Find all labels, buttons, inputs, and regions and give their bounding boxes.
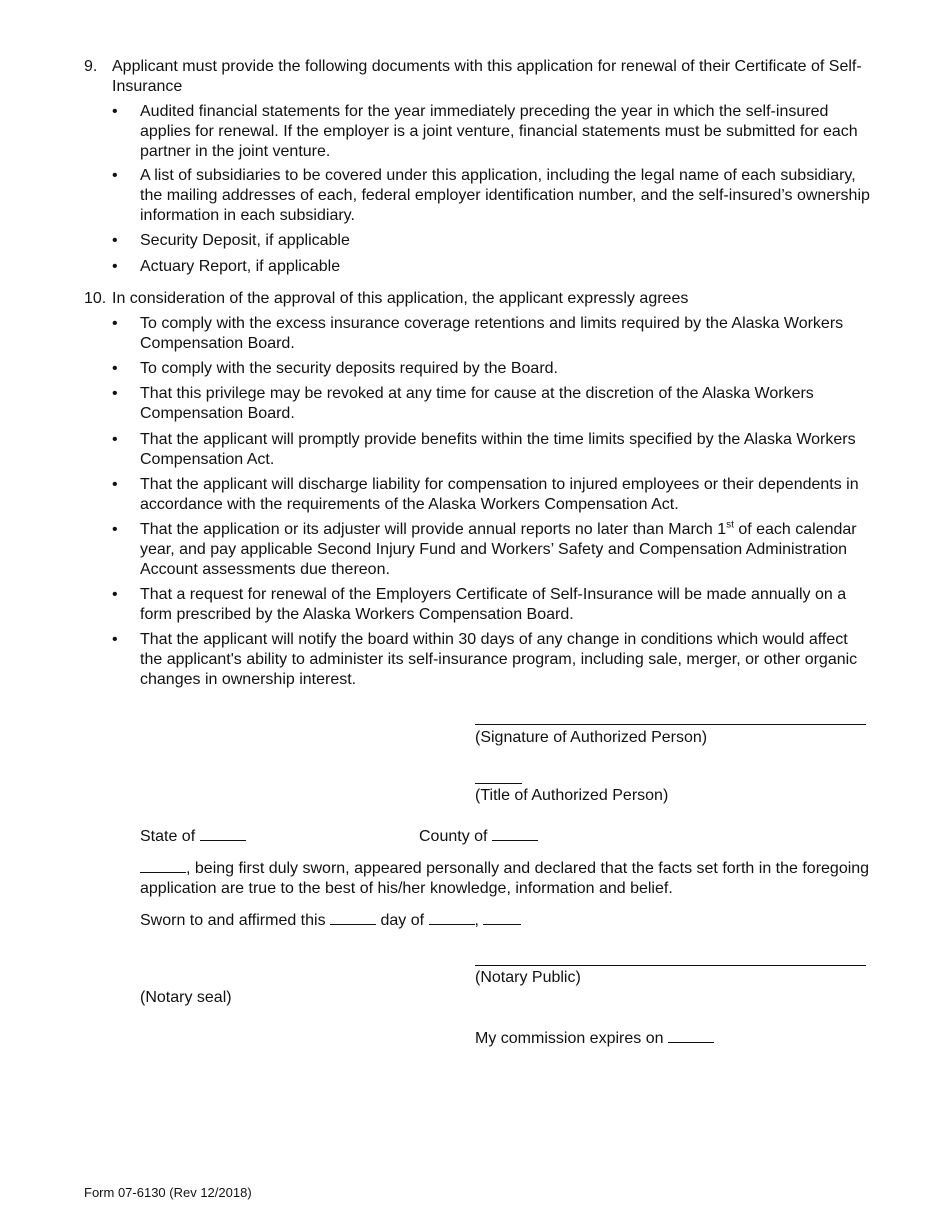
form-number: Form 07-6130 (Rev 12/2018)	[84, 1185, 252, 1200]
superscript-st: st	[726, 519, 734, 531]
item-9-bullet: Audited financial statements for the year immediately preceding the year in which the self-insured applies for renewal. If the employer is a joint venture, financial statements must be submitted for each partner in the joint venture.	[140, 103, 858, 160]
bullet-icon: •	[112, 586, 118, 603]
sworn-day-of: day of	[380, 912, 425, 929]
signature-line[interactable]	[475, 724, 866, 725]
bullet-icon: •	[112, 232, 118, 249]
item-9-number: 9.	[84, 58, 98, 75]
item-10-text: In consideration of the approval of this application, the applicant expressly agrees	[112, 290, 689, 307]
bullet-icon: •	[112, 315, 118, 332]
item-10-bullet: That this privilege may be revoked at any time for cause at the discretion of the Alaska Workers Compensation Board.	[140, 385, 814, 422]
item-10-bullet: That the applicant will notify the board within 30 days of any change in conditions which would affect the applicant's ability to administer its self-insurance program, including sale, merger, or other organic changes in ownership interest.	[140, 631, 858, 688]
sworn-month-blank[interactable]	[429, 910, 475, 925]
sworn-date-line	[140, 910, 521, 931]
annual-reports-text-start: That the application or its adjuster will provide annual reports no later than March 1	[140, 521, 727, 538]
bullet-icon: •	[112, 521, 118, 538]
item-10-bullet: That a request for renewal of the Employers Certificate of Self-Insurance will be made annually on a form prescribed by the Alaska Workers Compensation Board.	[140, 586, 847, 623]
state-label: State of	[140, 828, 196, 845]
bullet-icon: •	[112, 631, 118, 648]
item-9-text: Applicant must provide the following documents with this application for renewal of their Certificate of Self-Insurance	[112, 58, 862, 95]
item-9-bullet: Actuary Report, if applicable	[140, 258, 341, 275]
county-label: County of	[419, 828, 488, 845]
state-field	[140, 826, 246, 847]
signature-label: (Signature of Authorized Person)	[475, 729, 708, 746]
item-9-bullet: A list of subsidiaries to be covered under this application, including the legal name of each subsidiary, the mailing addresses of each, federal employer identification number, and the self-insured’s ownership information in each subsidiary.	[140, 167, 870, 224]
county-blank[interactable]	[492, 826, 538, 841]
item-10-bullet: That the applicant will promptly provide benefits within the time limits specified by the Alaska Workers Compensation Act.	[140, 431, 856, 468]
sworn-prefix: Sworn to and affirmed this	[140, 912, 326, 929]
title-label: (Title of Authorized Person)	[475, 787, 669, 804]
sworn-statement-text: , being first duly sworn, appeared personally and declared that the facts set forth in the foregoing application are true to the best of his/her knowledge, information and belief.	[140, 860, 870, 897]
item-10-bullet: To comply with the excess insurance coverage retentions and limits required by the Alaska Workers Compensation Board.	[140, 315, 844, 352]
item-10-bullet-annual-reports	[140, 520, 872, 580]
item-10-bullet: That the applicant will discharge liability for compensation to injured employees or their dependents in accordance with the requirements of the Alaska Workers Compensation Act.	[140, 476, 859, 513]
bullet-icon: •	[112, 103, 118, 120]
title-line[interactable]	[475, 783, 522, 784]
sworn-year-blank[interactable]	[483, 910, 521, 925]
annual-reports-text-end: of each calendar year, and pay applicable Second Injury Fund and Workers’ Safety and Compensation Administration Account assessments due thereon.	[140, 521, 857, 578]
sworn-statement	[140, 858, 872, 899]
bullet-icon: •	[112, 431, 118, 448]
sworn-day-blank[interactable]	[330, 910, 376, 925]
bullet-icon: •	[112, 385, 118, 402]
notary-seal-label: (Notary seal)	[140, 989, 232, 1006]
notary-signature-line[interactable]	[475, 965, 866, 966]
bullet-icon: •	[112, 360, 118, 377]
item-9-bullet: Security Deposit, if applicable	[140, 232, 350, 249]
bullet-icon: •	[112, 258, 118, 275]
item-10-bullet: To comply with the security deposits required by the Board.	[140, 360, 558, 377]
affiant-name-blank[interactable]	[140, 858, 186, 873]
commission-field	[475, 1028, 714, 1049]
notary-public-label: (Notary Public)	[475, 969, 581, 986]
bullet-icon: •	[112, 476, 118, 493]
item-10-number: 10.	[84, 290, 107, 307]
state-blank[interactable]	[200, 826, 246, 841]
commission-blank[interactable]	[668, 1028, 714, 1043]
county-field	[419, 826, 538, 847]
commission-label: My commission expires on	[475, 1030, 664, 1047]
bullet-icon: •	[112, 167, 118, 184]
sworn-comma: ,	[474, 912, 479, 929]
